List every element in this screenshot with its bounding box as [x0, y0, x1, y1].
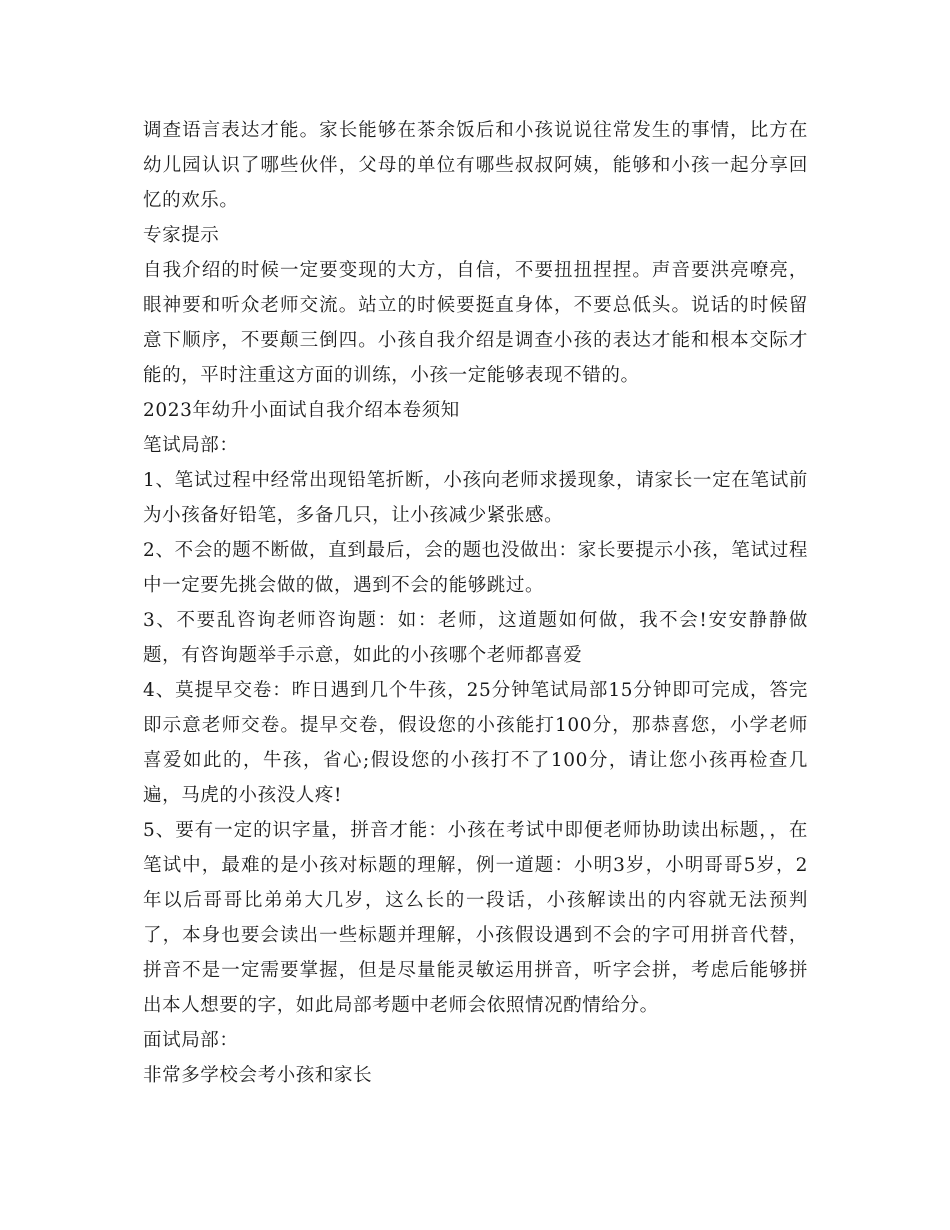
- list-item-1: 1、笔试过程中经常出现铅笔折断，小孩向老师求援现象，请家长一定在笔试前为小孩备好铅笔，多备几只，让小孩减少紧张感。: [143, 470, 808, 526]
- list-item-3: 3、不要乱咨询老师咨询题：如：老师，这道题如何做，我不会!安安静静做题，有咨询题举手示意，如此的小孩哪个老师都喜爱: [143, 610, 808, 666]
- list-item-5: 5、要有一定的识字量，拼音才能：小孩在考试中即便老师协助读出标题，，在笔试中，最难的是小孩对标题的理解，例一道题：小明3岁，小明哥哥5岁，2年以后哥哥比弟弟大几岁，这么长的一段话，小孩解读出的内容就无法预判了，本身也要会读出一些标题并理解，小孩假设遇到不会的字可用拼音代替，拼音不是一定需要掌握，但是尽量能灵敏运用拼音，听字会拼，考虑后能够拼出本人想要的字，如此局部考题中老师会依照情况酌情给分。: [143, 820, 808, 1016]
- heading-written-section: 笔试局部：: [143, 435, 239, 456]
- list-item-2: 2、不会的题不断做，直到最后，会的题也没做出：家长要提示小孩，笔试过程中一定要先挑会做的做，遇到不会的能够跳过。: [143, 540, 808, 596]
- heading-notes-title: 2023年幼升小面试自我介绍本卷须知: [143, 400, 460, 421]
- paragraph-language-ability: 调查语言表达才能。家长能够在茶余饭后和小孩说说往常发生的事情，比方在幼儿园认识了哪些伙伴，父母的单位有哪些叔叔阿姨，能够和小孩一起分享回忆的欢乐。: [143, 120, 808, 211]
- heading-expert-tips: 专家提示: [143, 225, 220, 246]
- heading-interview-section: 面试局部：: [143, 1030, 239, 1051]
- paragraph-expert-tips: 自我介绍的时候一定要变现的大方，自信，不要扭扭捏捏。声音要洪亮嘹亮，眼神要和听众老师交流。站立的时候要挺直身体，不要总低头。说话的时候留意下顺序，不要颠三倒四。小孩自我介绍是调查小孩的表达才能和根本交际才能的，平时注重这方面的训练，小孩一定能够表现不错的。: [143, 260, 808, 386]
- list-item-4: 4、莫提早交卷：昨日遇到几个牛孩，25分钟笔试局部15分钟即可完成，答完即示意老师交卷。提早交卷，假设您的小孩能打100分，那恭喜您，小学老师喜爱如此的，牛孩，省心;假设您的小孩打不了100分，请让您小孩再检查几遍，马虎的小孩没人疼!: [143, 680, 808, 806]
- paragraph-interview-intro: 非常多学校会考小孩和家长: [143, 1065, 373, 1086]
- document-body: [143, 113, 808, 1093]
